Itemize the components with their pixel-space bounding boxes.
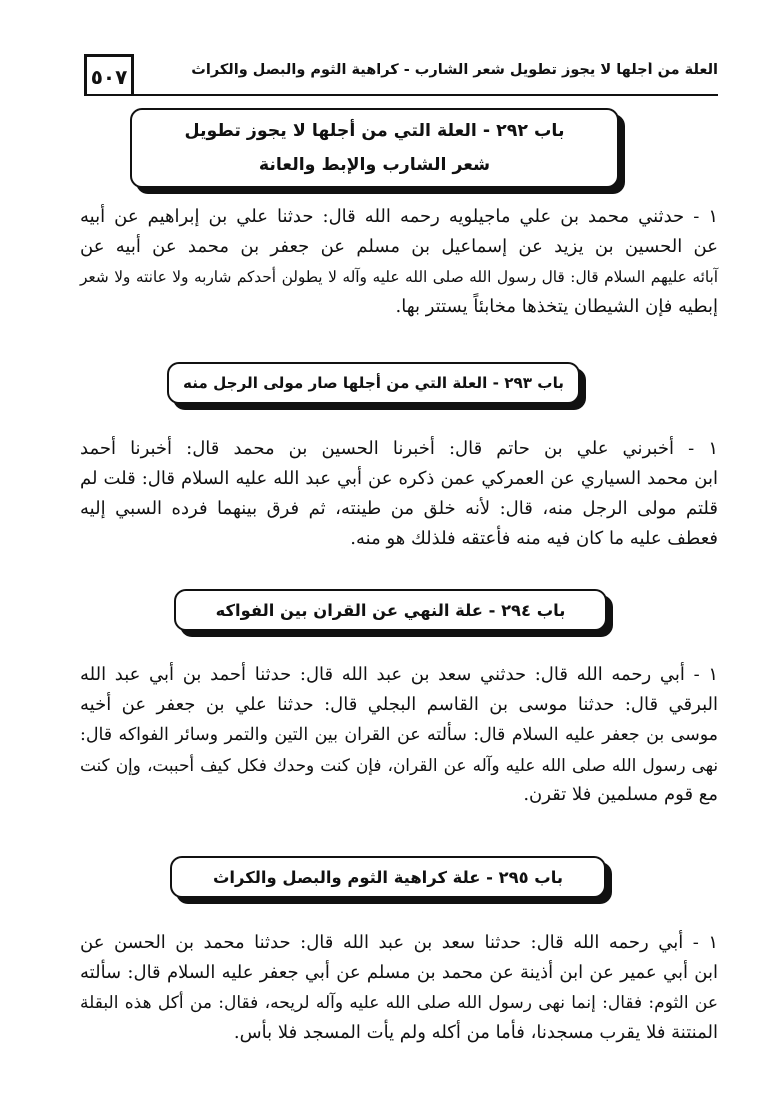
chapter-title-line: باب ٢٩٤ - علة النهي عن القران بين الفواكه [215, 600, 566, 620]
text-line: موسى بن جعفر عليه السلام قال: سألته عن القران بين التين والتمر وسائر الفواكه قال: [80, 725, 718, 745]
text-line: عن الحسين بن يزيد عن إسماعيل بن مسلم عن جعفر بن محمد عن أبيه عن [80, 236, 718, 257]
chapter-title-line: باب ٢٩٥ - علة كراهية الثوم والبصل والكراث [212, 867, 564, 887]
text-line: مع قوم مسلمين فلا تقرن. [523, 784, 718, 805]
text-line: ١ - أخبرني علي بن حاتم قال: أخبرنا الحسين بن محمد قال: أخبرنا أحمد [80, 438, 718, 459]
chapter-title-box-294 [174, 589, 607, 631]
hadith-paragraph-292 [80, 202, 718, 322]
text-line: ١ - حدثني محمد بن علي ماجيلويه رحمه الله قال: حدثنا علي بن إبراهيم عن أبيه [80, 206, 718, 227]
chapter-title-line: شعر الشارب والإبط والعانة [258, 155, 491, 175]
text-line: عن الثوم: فقال: إنما نهى رسول الله صلى الله عليه وآله لريحه، فقال: من أكل هذه البقلة [80, 993, 718, 1013]
text-line: فعطف عليه ما كان فيه منه فأعتقه فلذلك هو منه. [350, 528, 718, 549]
text-line: ١ - أبي رحمه الله قال: حدثنا سعد بن عبد الله قال: حدثنا محمد بن الحسن عن [80, 932, 718, 953]
page-header [84, 54, 718, 96]
text-line: إبطيه فإن الشيطان يتخذها مخابئاً يستتر بها. [395, 296, 718, 317]
chapter-title-box-295 [170, 856, 606, 898]
chapter-title-box-293 [167, 362, 580, 404]
running-title: العلة من أجلها لا يجوز تطويل شعر الشارب - كراهية الثوم والبصل والكراث [191, 62, 718, 78]
text-line: آبائه عليهم السلام قال: قال رسول الله صلى الله عليه وآله لا يطولن أحدكم شاربه ولا عانته ولا شعر [80, 268, 718, 286]
text-line: ابن أبي عمير عن ابن أذينة عن محمد بن مسلم عن أبي جعفر عليه السلام قال: سألته [80, 962, 718, 983]
text-line: ابن محمد السياري عن العمركي عمن ذكره عن أبي عبد الله عليه السلام قال: قلت لم [80, 468, 718, 489]
chapter-title-line: باب ٢٩٣ - العلة التي من أجلها صار مولى الرجل منه [183, 374, 564, 392]
hadith-paragraph-293 [80, 434, 718, 554]
page-number: ٥٠٧ [84, 54, 134, 96]
text-line: المنتنة فلا يقرب مسجدنا، فأما من أكله ولم يأت المسجد فلا بأس. [233, 1022, 718, 1043]
text-line: قلتم مولى الرجل منه، قال: لأنه خلق من طينته، ثم فرق بينهما فرده السبي إليه [80, 498, 718, 519]
hadith-paragraph-295 [80, 928, 718, 1048]
text-line: ١ - أبي رحمه الله قال: حدثني سعد بن عبد الله قال: حدثنا أحمد بن أبي عبد الله [80, 664, 718, 685]
chapter-title-line: باب ٢٩٢ - العلة التي من أجلها لا يجوز تطويل [184, 121, 565, 141]
text-line: البرقي قال: حدثنا موسى بن القاسم البجلي قال: حدثنا علي بن جعفر عن أخيه [80, 694, 718, 715]
chapter-title-box-292 [130, 108, 619, 188]
hadith-paragraph-294 [80, 660, 718, 810]
text-line: نهى رسول الله صلى الله عليه وآله عن القران، فإن كنت وحدك فكل كيف أحببت، وإن كنت [80, 755, 718, 775]
